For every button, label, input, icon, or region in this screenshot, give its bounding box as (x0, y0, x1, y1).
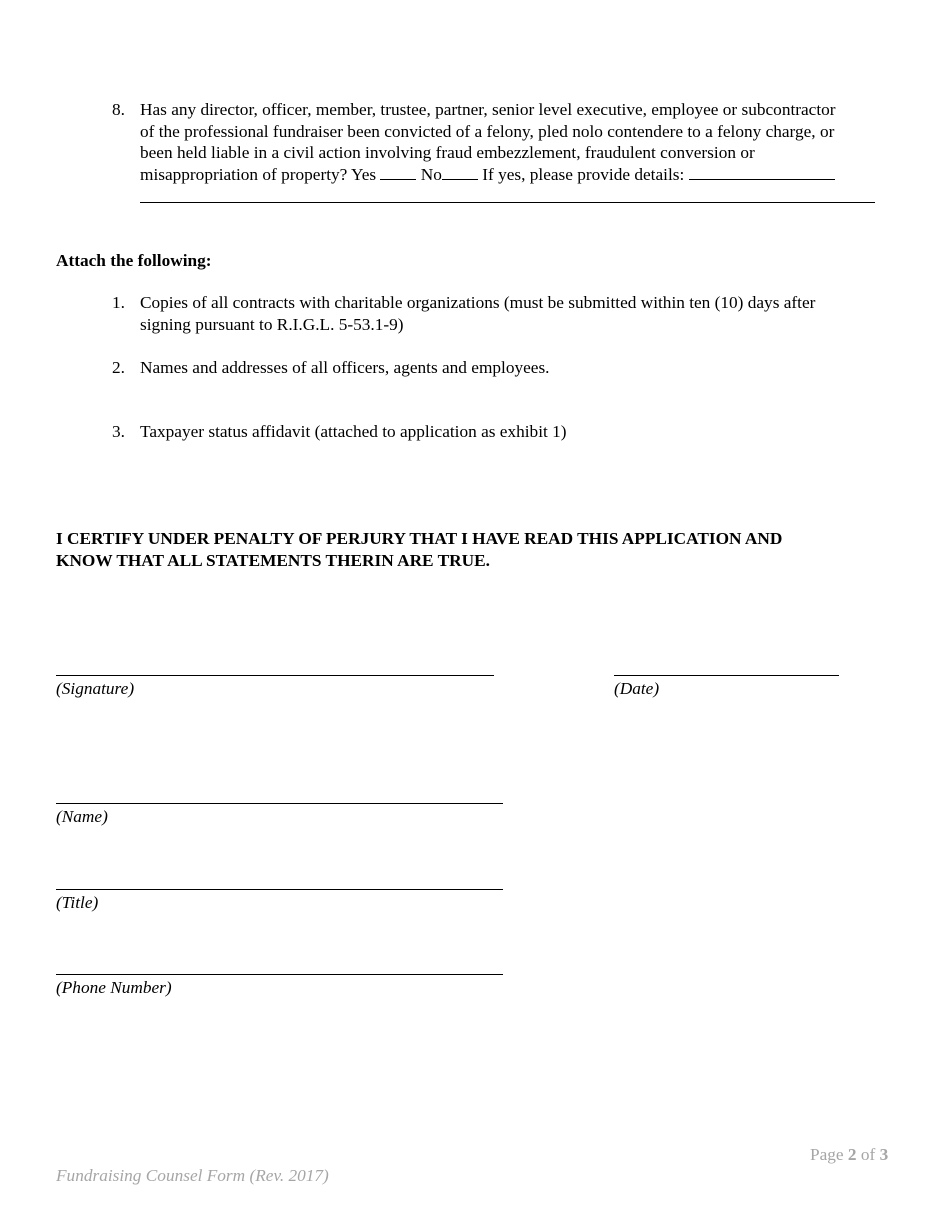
question-8-line-3: been held liable in a civil action involving fraud embezzlement, fraudulent conversion or (140, 143, 755, 163)
attach-item-1-number: 1. (112, 293, 125, 312)
question-8-line-2: of the professional fundraiser been convicted of a felony, pled nolo contendere to a felony charge, or (140, 121, 835, 141)
attach-item-3-text: Taxpayer status affidavit (attached to application as exhibit 1) (140, 422, 567, 441)
attach-item-1-text (140, 292, 910, 335)
page-number (810, 1144, 888, 1166)
question-8-line-4 (140, 164, 910, 186)
question-8-line-1: Has any director, officer, member, trustee, partner, senior level executive, employee or subcontractor (140, 100, 836, 119)
question-8-details-label: If yes, please provide details: (482, 165, 685, 185)
name-label: (Name) (56, 807, 108, 826)
page-prefix: Page (810, 1145, 844, 1164)
title-line[interactable] (56, 889, 503, 890)
certification-line-1: I CERTIFY UNDER PENALTY OF PERJURY THAT I HAVE READ THIS APPLICATION AND (56, 529, 783, 548)
page-current: 2 (847, 1145, 857, 1164)
details-blank[interactable] (689, 165, 835, 180)
page-total: 3 (879, 1145, 889, 1164)
question-8-no-label: No (420, 165, 442, 185)
phone-line[interactable] (56, 974, 503, 975)
details-continuation-line[interactable] (140, 202, 875, 203)
no-blank[interactable] (442, 165, 478, 180)
attach-item-1-line-2: signing pursuant to R.I.G.L. 5-53.1-9) (140, 314, 404, 334)
attach-item-2-number: 2. (112, 358, 125, 377)
yes-blank[interactable] (380, 165, 416, 180)
attach-heading: Attach the following: (56, 251, 212, 270)
title-label: (Title) (56, 893, 99, 912)
date-label: (Date) (614, 679, 660, 698)
question-8-text (140, 99, 910, 186)
form-name-footer: Fundraising Counsel Form (Rev. 2017) (56, 1166, 329, 1185)
attach-item-3-number: 3. (112, 422, 125, 441)
certification-statement (56, 528, 916, 571)
question-8-number: 8. (112, 100, 125, 119)
certification-line-2: KNOW THAT ALL STATEMENTS THERIN ARE TRUE. (56, 550, 490, 570)
date-line[interactable] (614, 675, 839, 676)
signature-line[interactable] (56, 675, 494, 676)
signature-label: (Signature) (56, 679, 135, 698)
page-of: of (860, 1145, 876, 1164)
name-line[interactable] (56, 803, 503, 804)
question-8-yes-label: misappropriation of property? Yes (140, 165, 377, 185)
attach-item-1-line-1: Copies of all contracts with charitable organizations (must be submitted within ten (10) days after (140, 293, 816, 312)
attach-item-2-text: Names and addresses of all officers, agents and employees. (140, 358, 550, 377)
phone-label: (Phone Number) (56, 978, 172, 997)
